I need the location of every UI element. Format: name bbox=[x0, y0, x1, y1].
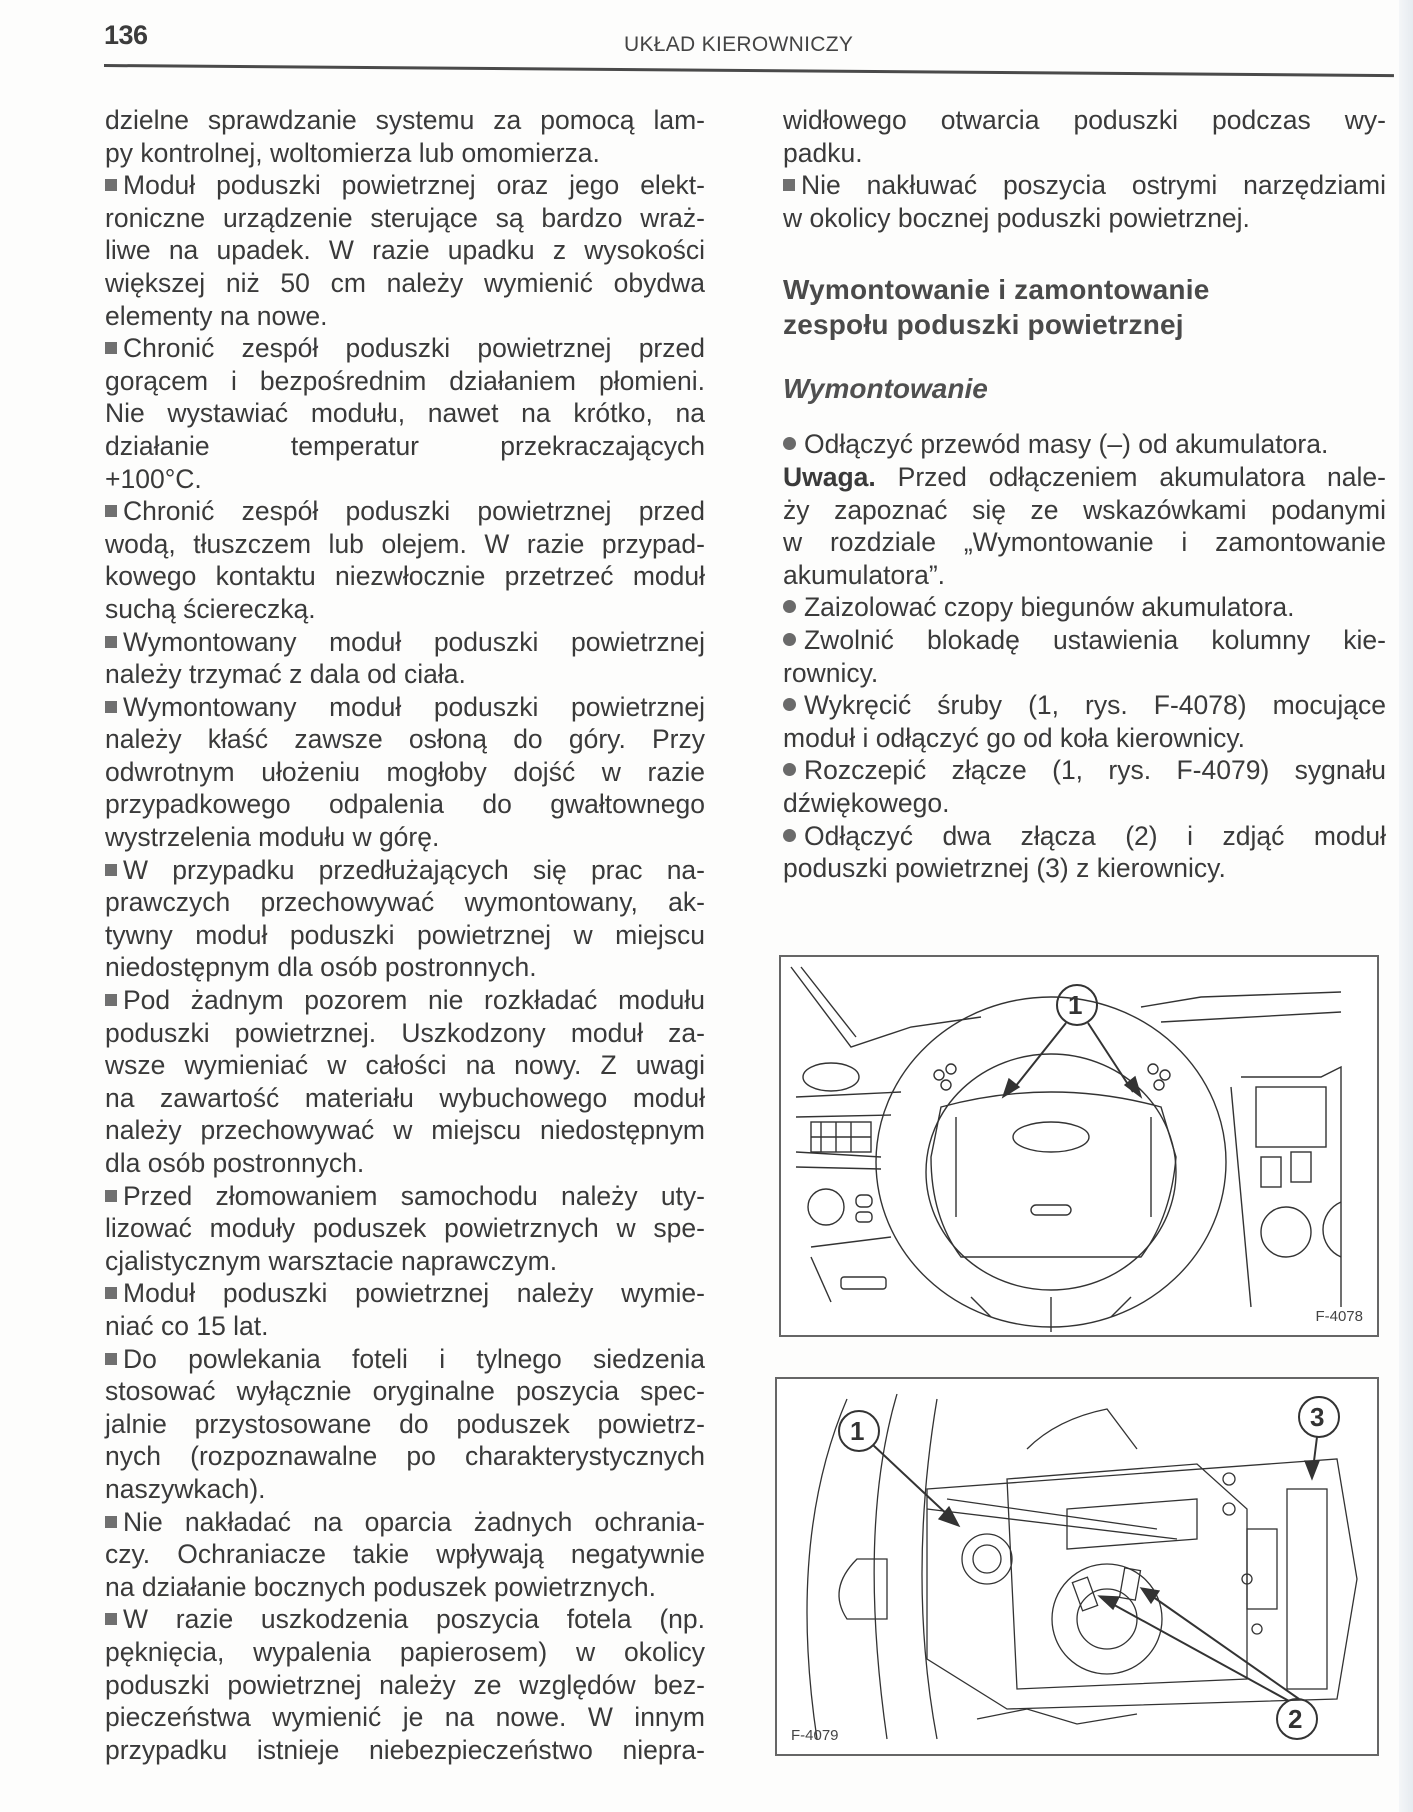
text-line: poduszki powietrznej (3) z kierownicy. bbox=[783, 853, 1226, 884]
text-line: liwe na upadek. W razie upadku z wysokości bbox=[105, 235, 705, 266]
text-line: odwrotnym ułożeniu mogłoby dojść w razie bbox=[105, 756, 705, 787]
bullet-paragraph: Do powlekania foteli i tylnego siedzenia bbox=[105, 1343, 705, 1376]
bullet-paragraph: W razie uszkodzenia poszycia fotela (np. bbox=[105, 1603, 705, 1636]
text-line: niać co 15 lat. bbox=[105, 1310, 269, 1341]
text-line: dla osób postronnych. bbox=[105, 1148, 365, 1178]
text-line: wsze wymieniać w całości na nowy. Z uwagi bbox=[105, 1050, 705, 1081]
round-bullet-icon bbox=[783, 763, 796, 776]
text-line: jalnie przystosowane do poduszek powietrz- bbox=[105, 1408, 705, 1439]
right-column bbox=[783, 104, 1386, 885]
spacer bbox=[783, 342, 1386, 372]
round-bullet-icon bbox=[783, 698, 796, 711]
square-bullet-icon bbox=[105, 864, 117, 876]
subheading: Wymontowanie bbox=[783, 373, 988, 405]
spacer bbox=[783, 406, 1386, 428]
bullet-paragraph: Przed złomowaniem samochodu należy uty- bbox=[105, 1180, 705, 1213]
section-heading: Wymontowanie i zamontowanie bbox=[783, 274, 1210, 306]
callout-3: 3 bbox=[1310, 1402, 1325, 1432]
text-line: należy kłaść zawsze osłoną do góry. Przy bbox=[105, 724, 705, 755]
text-line: tywny moduł poduszki powietrznej w miejscu bbox=[105, 919, 705, 950]
text-line: pieczeństwa wymienić je na nowe. W innym bbox=[105, 1702, 705, 1733]
square-bullet-icon bbox=[105, 1353, 117, 1365]
text-line: akumulatora”. bbox=[783, 559, 946, 590]
text-line: wodą, tłuszczem lub olejem. W razie przypad- bbox=[105, 528, 705, 559]
text-line: na zawartość materiału wybuchowego moduł bbox=[105, 1082, 705, 1113]
text-line: padku. bbox=[783, 137, 863, 168]
text-line: poduszki powietrznej należy ze względów bez- bbox=[105, 1669, 705, 1700]
square-bullet-icon bbox=[105, 505, 117, 517]
figure-f4078-steering-wheel bbox=[779, 955, 1379, 1337]
square-bullet-icon bbox=[105, 636, 117, 648]
square-bullet-icon bbox=[105, 1516, 117, 1528]
text-line: suchą ściereczką. bbox=[105, 593, 316, 624]
text-line: lizować moduły poduszek powietrznych w spe- bbox=[105, 1213, 705, 1244]
square-bullet-icon bbox=[105, 1287, 117, 1299]
step-item: Rozczepić złącze (1, rys. F-4079) sygnału bbox=[783, 754, 1386, 787]
text-line: działanie temperatur przekraczających bbox=[105, 430, 705, 461]
spacer bbox=[783, 234, 1386, 272]
bullet-paragraph: W przypadku przedłużających się prac na- bbox=[105, 854, 705, 887]
square-bullet-icon bbox=[783, 179, 795, 191]
text-line: pęknięcia, wypalenia papierosem) w okolicy bbox=[105, 1636, 705, 1667]
text-line: rownicy. bbox=[783, 657, 879, 688]
text-line: py kontrolnej, woltomierza lub omomierza. bbox=[105, 137, 600, 168]
figure-id-label: F-4079 bbox=[791, 1727, 839, 1744]
bullet-paragraph: Chronić zespół poduszki powietrznej przed bbox=[105, 495, 705, 528]
text-line: roniczne urządzenie sterujące są bardzo wraż- bbox=[105, 202, 705, 233]
square-bullet-icon bbox=[105, 342, 117, 354]
bullet-paragraph: Nie nakładać na oparcia żadnych ochrania- bbox=[105, 1506, 705, 1539]
step-item: Odłączyć dwa złącza (2) i zdjąć moduł bbox=[783, 820, 1386, 853]
square-bullet-icon bbox=[105, 1190, 117, 1202]
header-rule bbox=[104, 64, 1394, 77]
callout-1: 1 bbox=[1068, 990, 1083, 1020]
text-line: poduszki powietrznej. Uszkodzony moduł za- bbox=[105, 1017, 705, 1048]
text-line: moduł i odłączyć go od koła kierownicy. bbox=[783, 722, 1246, 753]
callout-1: 1 bbox=[850, 1416, 865, 1446]
text-line: w rozdziale „Wymontowanie i zamontowanie bbox=[783, 527, 1386, 558]
note-line: Uwaga. Przed odłączeniem akumulatora nale- bbox=[783, 461, 1386, 492]
text-line: Nie wystawiać modułu, nawet na krótko, na bbox=[105, 398, 705, 429]
text-line: nych (rozpoznawalne po charakterystycznych bbox=[105, 1441, 705, 1472]
figure-id-label: F-4078 bbox=[1315, 1308, 1363, 1325]
text-line: cjalistycznym warsztacie naprawczym. bbox=[105, 1245, 558, 1276]
bullet-paragraph: Chronić zespół poduszki powietrznej przed bbox=[105, 332, 705, 365]
text-line: ży zapoznać się ze wskazówkami podanymi bbox=[783, 494, 1386, 525]
bullet-paragraph: Moduł poduszki powietrznej należy wymie- bbox=[105, 1277, 705, 1310]
airbag-module-illustration bbox=[777, 1379, 1377, 1754]
round-bullet-icon bbox=[783, 437, 796, 450]
text-line: elementy na nowe. bbox=[105, 300, 328, 331]
running-title: UKŁAD KIEROWNICZY bbox=[624, 33, 854, 56]
bullet-paragraph: Moduł poduszki powietrznej oraz jego elekt- bbox=[105, 169, 705, 202]
callout-2: 2 bbox=[1288, 1704, 1303, 1734]
bullet-paragraph: Wymontowany moduł poduszki powietrznej bbox=[105, 691, 705, 724]
note-label: Uwaga. bbox=[783, 461, 876, 492]
square-bullet-icon bbox=[105, 179, 117, 191]
text-line: przypadkowego odpalenia do gwałtownego bbox=[105, 789, 705, 820]
text-line: dźwiękowego. bbox=[783, 787, 950, 818]
figure-f4079-airbag-connectors bbox=[775, 1377, 1379, 1756]
square-bullet-icon bbox=[105, 994, 117, 1006]
bullet-paragraph: Nie nakłuwać poszycia ostrymi narzędziami bbox=[783, 169, 1386, 202]
text-line: dzielne sprawdzanie systemu za pomocą lam- bbox=[105, 105, 705, 135]
text-line: +100°C. bbox=[105, 463, 202, 494]
bullet-paragraph: Wymontowany moduł poduszki powietrznej bbox=[105, 626, 705, 659]
round-bullet-icon bbox=[783, 633, 796, 646]
text-line: gorącem i bezpośrednim działaniem płomieni. bbox=[105, 365, 705, 396]
step-item: Zwolnić blokadę ustawienia kolumny kie- bbox=[783, 624, 1386, 657]
text-line: należy trzymać z dala od ciała. bbox=[105, 659, 466, 690]
step-item: Odłączyć przewód masy (–) od akumulatora. bbox=[783, 428, 1386, 461]
text-line: należy przechowywać w miejscu niedostępnym bbox=[105, 1115, 705, 1146]
step-item: Zaizolować czopy biegunów akumulatora. bbox=[783, 591, 1386, 624]
section-heading: zespołu poduszki powietrznej bbox=[783, 309, 1184, 341]
text-line: niedostępnym dla osób postronnych. bbox=[105, 952, 537, 983]
text-line: kowego kontaktu niezwłocznie przetrzeć moduł bbox=[105, 561, 705, 592]
round-bullet-icon bbox=[783, 829, 796, 842]
text-line: w okolicy bocznej poduszki powietrznej. bbox=[783, 202, 1250, 233]
page-number: 136 bbox=[104, 20, 148, 50]
text-line: wystrzelenia modułu w górę. bbox=[105, 822, 440, 853]
square-bullet-icon bbox=[105, 1613, 117, 1625]
bullet-paragraph: Pod żadnym pozorem nie rozkładać modułu bbox=[105, 984, 705, 1017]
round-bullet-icon bbox=[783, 600, 796, 613]
text-line: stosować wyłącznie oryginalne poszycia spec- bbox=[105, 1376, 705, 1407]
text-line: na działanie bocznych poduszek powietrznych. bbox=[105, 1571, 656, 1602]
text-line: czy. Ochraniacze takie wpływają negatywnie bbox=[105, 1539, 705, 1570]
text-line: prawczych przechowywać wymontowany, ak- bbox=[105, 887, 705, 918]
text-line: większej niż 50 cm należy wymienić obydwa bbox=[105, 267, 705, 298]
scan-edge-shadow bbox=[1399, 0, 1413, 1812]
text-line: przypadku istnieje niebezpieczeństwo niepra- bbox=[105, 1734, 705, 1765]
text-line: widłowego otwarcia poduszki podczas wy- bbox=[783, 105, 1386, 135]
step-item: Wykręcić śruby (1, rys. F-4078) mocujące bbox=[783, 689, 1386, 722]
left-column bbox=[105, 104, 705, 1766]
square-bullet-icon bbox=[105, 701, 117, 713]
text-line: naszywkach). bbox=[105, 1473, 266, 1504]
